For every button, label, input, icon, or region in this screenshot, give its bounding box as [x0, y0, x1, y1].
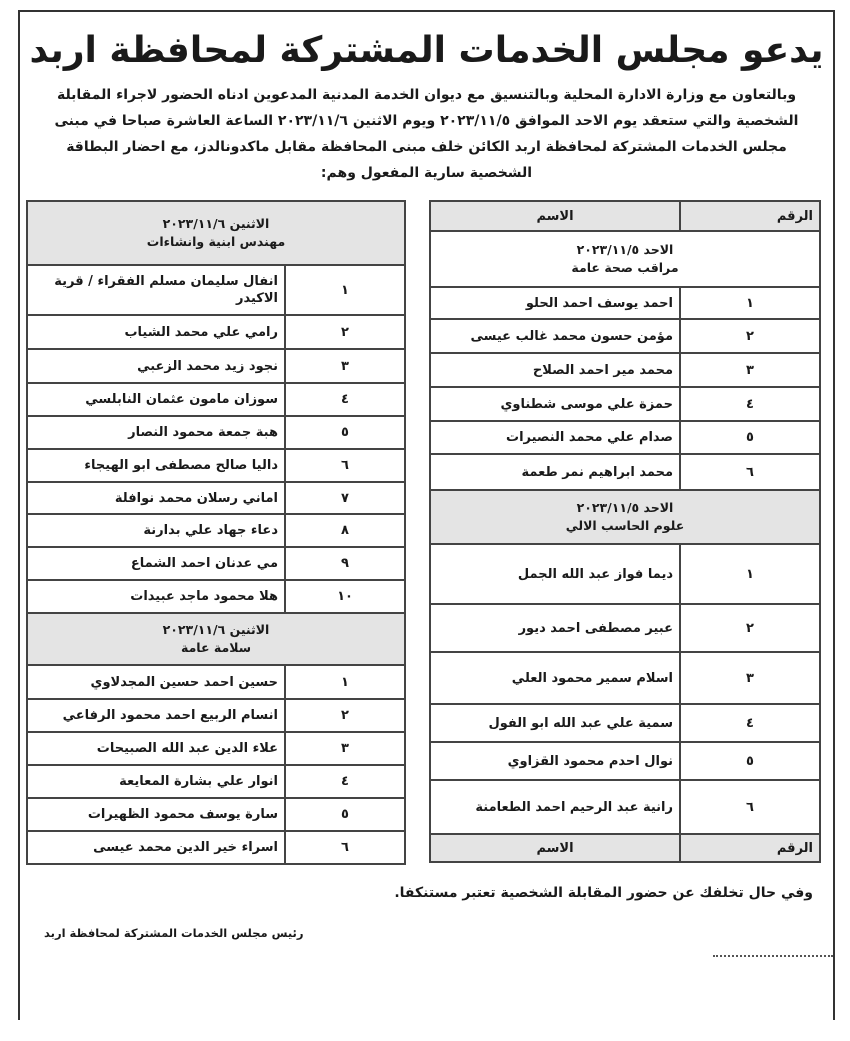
candidate-name: عبير مصطفى احمد ديور — [430, 604, 680, 652]
candidate-name: انسام الربيع احمد محمود الرفاعي — [27, 699, 285, 732]
candidate-name: هبة جمعة محمود النصار — [27, 416, 285, 449]
table-row — [27, 732, 405, 765]
table-row — [430, 704, 820, 742]
candidate-name: اسلام سمير محمود العلي — [430, 652, 680, 704]
row-number: ٢ — [680, 319, 820, 353]
section-date: الاثنين ٢٠٢٣/١١/٦ — [162, 216, 270, 231]
row-number: ٢ — [285, 699, 405, 732]
row-number: ٤ — [285, 765, 405, 798]
section-title — [430, 490, 820, 544]
section-title — [27, 613, 405, 665]
section-date: الاحد ٢٠٢٣/١١/٥ — [576, 242, 674, 257]
candidate-name: مؤمن حسون محمد غالب عيسى — [430, 319, 680, 353]
row-number: ٦ — [680, 454, 820, 490]
table-row — [27, 449, 405, 482]
candidate-name: هلا محمود ماجد عبيدات — [27, 580, 285, 613]
table-row — [27, 699, 405, 732]
table-row — [430, 201, 820, 231]
candidate-name: رامي علي محمد الشياب — [27, 315, 285, 349]
section-title — [27, 201, 405, 265]
row-number: ٥ — [680, 742, 820, 780]
candidate-name: علاء الدين عبد الله الصبيحات — [27, 732, 285, 765]
candidate-name: داليا صالح مصطفى ابو الهيجاء — [27, 449, 285, 482]
candidate-name: انفال سليمان مسلم الفقراء / قرية الاكيدر — [27, 265, 285, 315]
section-header — [27, 613, 405, 665]
row-number: ٤ — [285, 383, 405, 416]
table-row — [27, 665, 405, 699]
row-number: ٥ — [680, 421, 820, 454]
row-number: ٩ — [285, 547, 405, 580]
section-date: الاحد ٢٠٢٣/١١/٥ — [576, 500, 674, 515]
table-row — [27, 798, 405, 831]
candidate-name: حمزة علي موسى شطناوي — [430, 387, 680, 421]
table-row — [430, 604, 820, 652]
table-row — [27, 383, 405, 416]
candidate-name: نجود زيد محمد الزعبي — [27, 349, 285, 383]
row-number: ٤ — [680, 704, 820, 742]
table-row — [27, 765, 405, 798]
section-header — [430, 231, 820, 287]
table-row — [430, 742, 820, 780]
table-row — [27, 580, 405, 613]
row-number: ٢ — [285, 315, 405, 349]
row-number: ٥ — [285, 416, 405, 449]
table-row — [430, 454, 820, 490]
table-row — [430, 834, 820, 862]
row-number: ٧ — [285, 482, 405, 514]
candidate-name: حسين احمد حسين المجدلاوي — [27, 665, 285, 699]
candidate-name: صدام علي محمد النصيرات — [430, 421, 680, 454]
candidate-name: اسراء خير الدين محمد عيسى — [27, 831, 285, 864]
section-job: مراقب صحة عامة — [571, 260, 679, 275]
row-number: ١٠ — [285, 580, 405, 613]
section-date: الاثنين ٢٠٢٣/١١/٦ — [162, 622, 270, 637]
table-row — [430, 353, 820, 387]
section-job: مهندس ابنية وانشاءات — [146, 234, 286, 249]
row-number: ٨ — [285, 514, 405, 547]
row-number: ١ — [680, 287, 820, 319]
candidate-name: سمية علي عبد الله ابو الفول — [430, 704, 680, 742]
announcement-border — [18, 10, 835, 1020]
signature-line — [713, 955, 833, 963]
right-candidates-table — [429, 200, 821, 863]
row-number: ٥ — [285, 798, 405, 831]
section-job: علوم الحاسب الالي — [565, 518, 685, 533]
section-title — [430, 231, 820, 287]
table-row — [27, 547, 405, 580]
candidate-name: مي عدنان احمد الشماع — [27, 547, 285, 580]
section-header — [430, 490, 820, 544]
candidate-name: ديما فواز عبد الله الجمل — [430, 544, 680, 604]
table-row — [27, 349, 405, 383]
candidate-name: نوال احدم محمود القزاوي — [430, 742, 680, 780]
table-row — [27, 514, 405, 547]
row-number: ٤ — [680, 387, 820, 421]
table-row — [27, 831, 405, 864]
announcement-intro: وبالتعاون مع وزارة الادارة المحلية وبالتنسيق مع ديوان الخدمة المدنية المدعوين ادناه الحضور لاجراء المقابلة الشخصية والتي ستعقد يوم الاحد الموافق ٢٠٢٣/١١/٥ ويوم الاثنين ٢٠٢٣/١١/٦ الساعة العاشرة صباحا في مبنى مجلس الخدمات المشتركة لمحافظة اربد الكائن خلف مبنى المحافظة مقابل ماكدونالدز، مع احضار البطاقة الشخصية سارية المفعول وهم: — [54, 87, 799, 181]
footer-num: الرقم — [680, 834, 820, 862]
candidate-name: رانية عبد الرحيم احمد الطعامنة — [430, 780, 680, 834]
section-job: سلامة عامة — [180, 640, 251, 655]
table-row — [27, 315, 405, 349]
table-row — [430, 319, 820, 353]
row-number: ٣ — [680, 652, 820, 704]
table-row — [27, 482, 405, 514]
row-number: ١ — [285, 265, 405, 315]
header-name: الاسم — [430, 201, 680, 231]
left-candidates-table — [26, 200, 406, 865]
row-number: ٣ — [285, 732, 405, 765]
candidate-name: اماني رسلان محمد نوافلة — [27, 482, 285, 514]
table-row — [27, 265, 405, 315]
row-number: ٣ — [680, 353, 820, 387]
candidate-name: سارة يوسف محمود الظهيرات — [27, 798, 285, 831]
table-row — [430, 387, 820, 421]
row-number: ٦ — [285, 831, 405, 864]
row-number: ١ — [680, 544, 820, 604]
row-number: ٦ — [285, 449, 405, 482]
row-number: ٦ — [680, 780, 820, 834]
row-number: ٣ — [285, 349, 405, 383]
announcement-title: يدعو مجلس الخدمات المشتركة لمحافظة اربد — [29, 30, 824, 71]
candidate-name: محمد مير احمد الصلاح — [430, 353, 680, 387]
candidate-name: محمد ابراهيم نمر طعمة — [430, 454, 680, 490]
table-row — [430, 652, 820, 704]
header-num: الرقم — [680, 201, 820, 231]
table-row — [27, 416, 405, 449]
candidate-name: سوزان مامون عثمان النابلسي — [27, 383, 285, 416]
section-header — [27, 201, 405, 265]
table-row — [430, 544, 820, 604]
signature-title: رئيس مجلس الخدمات المشتركة لمحافظة اربد — [44, 926, 304, 940]
footer-name: الاسم — [430, 834, 680, 862]
row-number: ١ — [285, 665, 405, 699]
table-row — [430, 421, 820, 454]
candidate-name: انوار علي بشارة المعايعة — [27, 765, 285, 798]
table-row — [430, 287, 820, 319]
candidate-name: دعاء جهاد علي بدارنة — [27, 514, 285, 547]
table-row — [430, 780, 820, 834]
absence-note: وفي حال تخلفك عن حضور المقابلة الشخصية تعتبر مستنكفا. — [394, 885, 813, 901]
candidate-name: احمد يوسف احمد الحلو — [430, 287, 680, 319]
tables-row — [26, 200, 821, 865]
row-number: ٢ — [680, 604, 820, 652]
